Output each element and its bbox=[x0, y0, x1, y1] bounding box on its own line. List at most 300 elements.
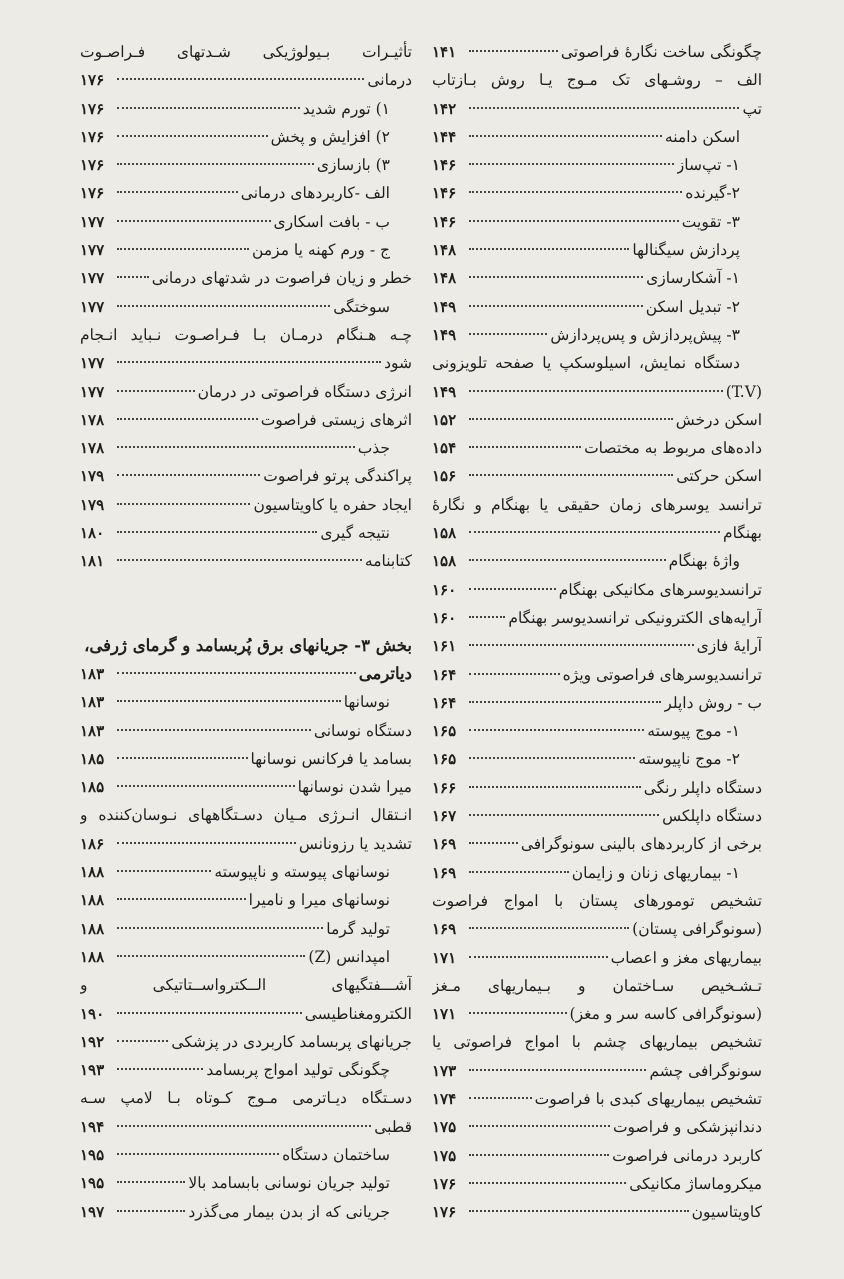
toc-entry bbox=[80, 858, 412, 886]
toc-page-number: ۱۵۴ bbox=[432, 439, 457, 458]
dot-leader bbox=[117, 955, 305, 957]
toc-page-number: ۱۴۸ bbox=[432, 241, 457, 260]
dot-leader bbox=[117, 390, 195, 392]
dot-leader bbox=[469, 446, 581, 448]
toc-entry-title: قطبی bbox=[374, 1117, 412, 1136]
dot-leader bbox=[117, 248, 249, 250]
toc-entry bbox=[432, 1142, 762, 1170]
toc-entry bbox=[80, 1141, 412, 1169]
toc-entry bbox=[432, 1057, 762, 1085]
toc-page-number: ۱۷۶ bbox=[80, 99, 105, 118]
toc-entry-title: نتیجه گیری bbox=[320, 524, 390, 543]
toc-page-number: ۱۴۹ bbox=[432, 325, 457, 344]
dot-leader bbox=[117, 305, 330, 307]
dot-leader bbox=[117, 1068, 203, 1070]
toc-entry-title: داده‌های مربوط به مختصات bbox=[584, 439, 762, 458]
toc-entry-title: تأثیـرات بـیولوژیکی شـدتهای فـراصـوت bbox=[80, 43, 412, 61]
toc-entry-title: دستگاه داپلر رنگی bbox=[643, 778, 762, 797]
toc-entry bbox=[432, 123, 762, 151]
toc-entry bbox=[432, 774, 762, 802]
dot-leader bbox=[469, 673, 560, 675]
dot-leader bbox=[117, 842, 296, 844]
toc-entry-title: بیماریهای مغز و اعصاب bbox=[610, 948, 762, 967]
toc-entry-title: دستگاه نمایش، اسیلوسکپ یا صفحه تلویزونی bbox=[432, 354, 740, 373]
toc-entry-title: دندانپزشکی و فراصوت bbox=[612, 1118, 762, 1137]
toc-entry-title: ۱- بیماریهای زنان و زایمان bbox=[571, 863, 740, 882]
dot-leader bbox=[469, 135, 662, 137]
toc-page-number: ۱۶۵ bbox=[432, 722, 457, 741]
toc-page-number: ۱۷۶ bbox=[432, 1174, 457, 1193]
toc-entry-title: کتابنامه bbox=[364, 552, 412, 571]
dot-leader bbox=[117, 220, 271, 222]
dot-leader bbox=[469, 248, 629, 250]
toc-entry-title: بخش ۳- جریانهای برق پُربسامد و گرمای ژرفی، bbox=[84, 635, 412, 655]
toc-page-number: ۱۶۹ bbox=[432, 835, 457, 854]
toc-entry bbox=[432, 179, 762, 207]
toc-page-number: ۱۸۸ bbox=[80, 863, 105, 882]
toc-entry-title: (سونوگرافی پستان) bbox=[632, 920, 762, 939]
toc-entry bbox=[80, 264, 412, 292]
toc-entry bbox=[80, 462, 412, 490]
dot-leader bbox=[469, 191, 682, 193]
toc-page-number: ۱۹۵ bbox=[80, 1174, 105, 1193]
dot-leader bbox=[469, 276, 643, 278]
toc-entry-title: ایجاد حفره یا کاویتاسیون bbox=[253, 495, 412, 514]
toc-page-number: ۱۶۴ bbox=[432, 693, 457, 712]
toc-page-number: ۱۷۸ bbox=[80, 439, 105, 458]
toc-entry-title: تشدید یا رزونانس bbox=[298, 834, 412, 853]
toc-entry bbox=[80, 745, 412, 773]
toc-entry bbox=[80, 1056, 412, 1084]
toc-page-number: ۱۶۹ bbox=[432, 920, 457, 939]
dot-leader bbox=[469, 927, 629, 929]
toc-page-number: ۱۹۲ bbox=[80, 1032, 105, 1051]
toc-entry bbox=[80, 434, 412, 462]
dot-leader bbox=[469, 418, 673, 420]
toc-entry-title: ج - ورم کهنه یا مزمن bbox=[252, 241, 390, 260]
toc-page-number: ۱۸۳ bbox=[80, 693, 105, 712]
toc-page-number: ۱۸۳ bbox=[80, 721, 105, 740]
toc-page-number: ۱۷۷ bbox=[80, 212, 105, 231]
toc-entry-title: میکروماساژ مکانیکی bbox=[629, 1174, 762, 1193]
toc-page-number: ۱۸۱ bbox=[80, 552, 105, 571]
toc-entry-title: جریانهای پربسامد کاربردی در پزشکی bbox=[171, 1032, 412, 1051]
toc-page-number: ۱۷۷ bbox=[80, 241, 105, 260]
toc-entry-title: سوختگی bbox=[333, 297, 390, 316]
toc-entry bbox=[432, 972, 762, 1000]
toc-entry bbox=[80, 971, 412, 999]
toc-page-number: ۱۶۴ bbox=[432, 665, 457, 684]
toc-entry-title: آرایهٔ فازی bbox=[696, 637, 762, 656]
dot-leader bbox=[469, 786, 641, 788]
dot-leader bbox=[469, 588, 556, 590]
toc-entry bbox=[432, 264, 762, 292]
toc-entry-title: ب - بافت اسکاری bbox=[273, 212, 390, 231]
dot-leader bbox=[469, 220, 679, 222]
toc-entry bbox=[432, 434, 762, 462]
toc-page-number: ۱۵۲ bbox=[432, 410, 457, 429]
toc-entry bbox=[80, 660, 412, 688]
toc-entry-title: درمانی bbox=[367, 71, 412, 90]
toc-page-number: ۱۷۸ bbox=[80, 410, 105, 429]
toc-page-number: ۱۸۸ bbox=[80, 891, 105, 910]
toc-entry bbox=[432, 462, 762, 490]
toc-entry bbox=[80, 491, 412, 519]
toc-page-number: ۱۹۳ bbox=[80, 1061, 105, 1080]
dot-leader bbox=[469, 1012, 567, 1014]
toc-entry-title: ۱- آشکارسازی bbox=[646, 269, 740, 288]
toc-entry-title: کاویتاسیون bbox=[691, 1203, 762, 1222]
toc-page-number: ۱۷۹ bbox=[80, 495, 105, 514]
toc-page-number: ۱۴۴ bbox=[432, 127, 457, 146]
dot-leader bbox=[117, 107, 300, 109]
toc-entry bbox=[80, 943, 412, 971]
toc-entry-title: دستگاه نوسانی bbox=[313, 721, 412, 740]
toc-page-number: ۱۶۰ bbox=[432, 608, 457, 627]
toc-entry bbox=[80, 1198, 412, 1226]
toc-page-number: ۱۷۶ bbox=[80, 156, 105, 175]
toc-page-number: ۱۴۲ bbox=[432, 99, 457, 118]
toc-page-number: ۱۴۶ bbox=[432, 212, 457, 231]
toc-entry bbox=[80, 179, 412, 207]
dot-leader bbox=[117, 531, 317, 533]
dot-leader bbox=[469, 1210, 689, 1212]
dot-leader bbox=[469, 644, 694, 646]
toc-entry-title: جریانی که از بدن بیمار می‌گذرد bbox=[188, 1202, 390, 1221]
toc-entry bbox=[80, 773, 412, 801]
toc-entry-title: ب - روش داپلر bbox=[664, 693, 762, 712]
toc-entry-title: برخی از کاربردهای بالینی سونوگرافی bbox=[520, 835, 762, 854]
toc-entry-title: ۱- تپ‌ساز bbox=[676, 156, 740, 175]
toc-page-number: ۱۵۸ bbox=[432, 524, 457, 543]
toc-entry-title: الف -کاربردهای درمانی bbox=[240, 184, 390, 203]
section-gap bbox=[80, 576, 412, 632]
toc-left-bottom bbox=[80, 632, 412, 1226]
toc-entry-title: نوسانهای میرا و نامیرا bbox=[248, 891, 390, 910]
toc-entry bbox=[432, 604, 762, 632]
toc-entry-title: (سونوگرافی کاسه سر و مغز) bbox=[569, 1005, 762, 1024]
toc-page-number: ۱۷۱ bbox=[432, 948, 457, 967]
toc-entry bbox=[432, 293, 762, 321]
toc-entry-title: امپدانس (Z) bbox=[308, 947, 390, 966]
toc-entry bbox=[432, 519, 762, 547]
toc-entry bbox=[432, 349, 762, 377]
toc-entry-title: تپ bbox=[742, 99, 762, 118]
toc-entry bbox=[80, 378, 412, 406]
toc-entry-title: انـتقال انـرژی مـیان دسـتگاههای نـوسان‌کننده و bbox=[80, 806, 412, 825]
toc-page-number: ۱۷۱ bbox=[432, 1005, 457, 1024]
toc-entry-title: بسامد یا فرکانس نوسانها bbox=[250, 749, 412, 768]
toc-entry-title: چـه هـنگام درمـان بـا فـراصـوت نـباید انـجام bbox=[80, 325, 412, 344]
toc-entry bbox=[80, 293, 412, 321]
toc-entry bbox=[80, 886, 412, 914]
toc-entry bbox=[432, 1000, 762, 1028]
toc-entry-title: تولید جریان نوسانی بابسامد بالا bbox=[188, 1174, 390, 1193]
dot-leader bbox=[117, 418, 258, 420]
toc-entry-title: خطر و زیان فراصوت در شدتهای درمانی bbox=[151, 269, 412, 288]
dot-leader bbox=[469, 701, 661, 703]
toc-entry bbox=[432, 632, 762, 660]
toc-page-number: ۱۷۷ bbox=[80, 269, 105, 288]
dot-leader bbox=[469, 333, 547, 335]
toc-entry bbox=[432, 1113, 762, 1141]
toc-page-number: ۱۶۷ bbox=[432, 807, 457, 826]
toc-entry-title: چگونگی تولید امواج پربسامد bbox=[206, 1061, 390, 1080]
toc-entry bbox=[432, 547, 762, 575]
toc-entry-title: الف – روشـهای تک مـوج یـا روش بـازتاب bbox=[432, 71, 762, 90]
toc-entry bbox=[432, 689, 762, 717]
toc-entry bbox=[80, 547, 412, 575]
toc-entry-title: ۳) بازسازی bbox=[316, 156, 390, 175]
toc-entry-title: واژهٔ بهنگام bbox=[668, 552, 740, 571]
dot-leader bbox=[117, 927, 323, 929]
toc-page-number: ۱۴۹ bbox=[432, 382, 457, 401]
dot-leader bbox=[469, 616, 505, 618]
toc-entry bbox=[432, 745, 762, 773]
toc-entry bbox=[432, 406, 762, 434]
toc-page-number: ۱۷۳ bbox=[432, 1061, 457, 1080]
dot-leader bbox=[117, 361, 381, 363]
toc-page-number: ۱۷۶ bbox=[80, 71, 105, 90]
toc-entry-title: تولید گرما bbox=[326, 919, 390, 938]
toc-entry-title: ۲-گیرنده bbox=[685, 184, 740, 203]
toc-page-number: ۱۷۶ bbox=[432, 1203, 457, 1222]
dot-leader bbox=[117, 191, 238, 193]
toc-entry-title: چگونگی ساخت نگارهٔ فراصوتی bbox=[560, 43, 762, 61]
dot-leader bbox=[469, 163, 674, 165]
toc-entry bbox=[432, 1085, 762, 1113]
toc-entry bbox=[80, 208, 412, 236]
toc-page-number: ۱۷۹ bbox=[80, 467, 105, 486]
toc-page-number: ۱۷۷ bbox=[80, 354, 105, 373]
toc-entry bbox=[80, 830, 412, 858]
toc-page-number: ۱۵۶ bbox=[432, 467, 457, 486]
dot-leader bbox=[117, 785, 295, 787]
toc-entry-title: ترانسد یوسرهای زمان حقیقی یا بهنگام و نگارهٔ bbox=[432, 495, 762, 514]
toc-page-number: ۱۷۵ bbox=[432, 1118, 457, 1137]
toc-right-column bbox=[432, 38, 762, 1226]
toc-entry-title: اثرهای زیستی فراصوت bbox=[260, 410, 412, 429]
toc-page-number: ۱۹۵ bbox=[80, 1145, 105, 1164]
toc-page-number: ۱۸۵ bbox=[80, 749, 105, 768]
toc-entry-title: اسکن حرکتی bbox=[676, 467, 762, 486]
toc-page-number: ۱۶۰ bbox=[432, 580, 457, 599]
toc-entry bbox=[432, 576, 762, 604]
toc-entry bbox=[80, 801, 412, 829]
toc-entry bbox=[432, 321, 762, 349]
toc-entry bbox=[432, 859, 762, 887]
toc-entry bbox=[80, 38, 412, 66]
toc-page-number: ۱۸۸ bbox=[80, 919, 105, 938]
toc-entry-title: ۳- پیش‌پردازش و پس‌پردازش bbox=[550, 325, 740, 344]
toc-entry-title: تشخیص بیماریهای کبدی با فراصوت bbox=[534, 1089, 762, 1108]
toc-entry bbox=[432, 378, 762, 406]
toc-entry bbox=[432, 66, 762, 94]
dot-leader bbox=[117, 78, 364, 80]
toc-entry bbox=[432, 661, 762, 689]
toc-page-number: ۱۷۴ bbox=[432, 1089, 457, 1108]
dot-leader bbox=[117, 446, 355, 448]
toc-entry-title: دستگاه داپلکس bbox=[662, 807, 762, 826]
dot-leader bbox=[469, 305, 643, 307]
toc-entry bbox=[80, 321, 412, 349]
toc-entry-title: (T.V) bbox=[725, 382, 762, 401]
toc-entry-title: ۳- تقویت bbox=[681, 212, 740, 231]
toc-page-number: ۱۶۵ bbox=[432, 750, 457, 769]
dot-leader bbox=[117, 870, 211, 872]
toc-entry bbox=[432, 802, 762, 830]
toc-page-number: ۱۶۹ bbox=[432, 863, 457, 882]
toc-entry-title: جذب bbox=[357, 439, 390, 458]
toc-entry bbox=[432, 38, 762, 66]
dot-leader bbox=[469, 1154, 609, 1156]
toc-entry-title: شود bbox=[384, 354, 412, 373]
toc-page-number: ۱۸۶ bbox=[80, 834, 105, 853]
toc-page-number: ۱۴۶ bbox=[432, 156, 457, 175]
toc-page-number: ۱۹۴ bbox=[80, 1117, 105, 1136]
toc-page-number: ۱۷۷ bbox=[80, 382, 105, 401]
toc-page-number: ۱۴۱ bbox=[432, 43, 457, 61]
dot-leader bbox=[117, 729, 311, 731]
toc-entry-title: اسکن درخش bbox=[675, 410, 762, 429]
toc-entry-title: کاربرد درمانی فراصوت bbox=[612, 1146, 762, 1165]
toc-page-number: ۱۷۶ bbox=[80, 127, 105, 146]
toc-page-number: ۱۷۶ bbox=[80, 184, 105, 203]
dot-leader bbox=[469, 956, 608, 958]
dot-leader bbox=[117, 276, 149, 278]
toc-entry bbox=[80, 915, 412, 943]
dot-leader bbox=[469, 729, 644, 731]
toc-page-number: ۱۵۸ bbox=[432, 552, 457, 571]
toc-entry-title: میرا شدن نوسانها bbox=[297, 778, 412, 797]
toc-entry-title: ۲) افزایش و پخش bbox=[270, 127, 390, 146]
toc-entry bbox=[432, 717, 762, 745]
toc-entry-title: تـشـخیص سـاختمان و بـیماریهای مـغز bbox=[432, 976, 762, 995]
toc-page-number: ۱۸۵ bbox=[80, 778, 105, 797]
toc-entry bbox=[80, 632, 412, 660]
dot-leader bbox=[469, 1097, 532, 1099]
toc-entry-title: ۱- موج پیوسته bbox=[647, 722, 740, 741]
toc-entry-title: نوسانهای پیوسته و ناپیوسته bbox=[214, 863, 390, 882]
toc-page-number: ۱۷۷ bbox=[80, 297, 105, 316]
dot-leader bbox=[469, 1182, 626, 1184]
toc-entry bbox=[80, 1113, 412, 1141]
toc-entry bbox=[432, 830, 762, 858]
dot-leader bbox=[117, 474, 260, 476]
toc-page-number: ۱۸۰ bbox=[80, 524, 105, 543]
toc-entry-title: آشـــفتگیهای الــکترواســتاتیکی و bbox=[80, 976, 412, 995]
toc-entry-title: ۲- موج ناپیوسته bbox=[638, 750, 740, 769]
toc-page-number: ۱۹۷ bbox=[80, 1202, 105, 1221]
toc-page-number: ۱۶۶ bbox=[432, 778, 457, 797]
toc-entry bbox=[80, 151, 412, 179]
toc-entry bbox=[80, 1000, 412, 1028]
toc-entry bbox=[432, 208, 762, 236]
toc-entry bbox=[432, 1028, 762, 1056]
toc-entry bbox=[80, 406, 412, 434]
toc-entry bbox=[80, 1084, 412, 1112]
toc-entry bbox=[432, 887, 762, 915]
toc-entry-title: سونوگرافی چشم bbox=[649, 1061, 762, 1080]
toc-page-number: ۱۹۰ bbox=[80, 1004, 105, 1023]
dot-leader bbox=[469, 871, 569, 873]
dot-leader bbox=[117, 1012, 302, 1014]
dot-leader bbox=[117, 1153, 279, 1155]
toc-entry bbox=[432, 236, 762, 264]
toc-entry bbox=[80, 717, 412, 745]
dot-leader bbox=[117, 1181, 185, 1183]
toc-entry bbox=[80, 66, 412, 94]
toc-entry-title: تشخیص بیماریهای چشم با امواج فراصوتی یا bbox=[432, 1033, 762, 1052]
dot-leader bbox=[117, 1125, 371, 1127]
dot-leader bbox=[117, 163, 314, 165]
toc-entry-title: ساختمان دستگاه bbox=[282, 1145, 390, 1164]
dot-leader bbox=[117, 559, 362, 561]
toc-entry-title: ۲- تبدیل اسکن bbox=[645, 297, 740, 316]
toc-entry-title: آرایه‌های الکترونیکی ترانسدیوسر بهنگام bbox=[508, 608, 762, 627]
toc-entry bbox=[80, 349, 412, 377]
toc-entry-title: ترانسدیوسرهای فراصوتی ویژه bbox=[562, 665, 762, 684]
dot-leader bbox=[117, 672, 356, 674]
dot-leader bbox=[469, 757, 635, 759]
dot-leader bbox=[469, 390, 723, 392]
toc-entry-title: نوسانها bbox=[343, 693, 390, 712]
dot-leader bbox=[469, 842, 518, 844]
toc-entry-title: انرژی دستگاه فراصوتی در درمان bbox=[197, 382, 412, 401]
dot-leader bbox=[117, 503, 250, 505]
toc-entry-title: اسکن دامنه bbox=[664, 127, 740, 146]
toc-entry bbox=[80, 95, 412, 123]
toc-page-number: ۱۴۶ bbox=[432, 184, 457, 203]
dot-leader bbox=[469, 1069, 646, 1071]
dot-leader bbox=[117, 757, 248, 759]
toc-entry-title: ترانسدیوسرهای مکانیکی بهنگام bbox=[558, 580, 762, 599]
toc-entry-title: پراکندگی پرتو فراصوت bbox=[263, 467, 412, 486]
toc-page-number: ۱۴۹ bbox=[432, 297, 457, 316]
toc-page-number: ۱۷۵ bbox=[432, 1146, 457, 1165]
toc-left-top bbox=[80, 38, 412, 576]
toc-entry-title: تشخیص تومورهای پستان با امواج فراصوت bbox=[432, 891, 762, 910]
toc-entry-title: الکترومغناطیسی bbox=[304, 1004, 412, 1023]
toc-page-number: ۱۴۸ bbox=[432, 269, 457, 288]
dot-leader bbox=[117, 700, 341, 702]
toc-entry-title: پردازش سیگنالها bbox=[632, 241, 740, 260]
toc-page-number: ۱۶۱ bbox=[432, 637, 457, 656]
toc-entry-title: ۱) تورم شدید bbox=[302, 99, 390, 118]
dot-leader bbox=[117, 1040, 168, 1042]
toc-entry-title: بهنگام bbox=[722, 524, 762, 543]
toc-entry bbox=[80, 688, 412, 716]
toc-entry bbox=[80, 519, 412, 547]
toc-entry bbox=[432, 491, 762, 519]
dot-leader bbox=[469, 50, 558, 52]
toc-entry bbox=[432, 151, 762, 179]
toc-entry bbox=[432, 95, 762, 123]
dot-leader bbox=[469, 814, 659, 816]
toc-entry bbox=[80, 1169, 412, 1197]
toc-entry-title: دسـتگاه دیـاترمی مـوج کـوتاه بـا لامپ سـه bbox=[80, 1089, 412, 1108]
toc-entry bbox=[80, 123, 412, 151]
dot-leader bbox=[469, 107, 739, 109]
dot-leader bbox=[469, 474, 673, 476]
dot-leader bbox=[117, 135, 268, 137]
toc-entry bbox=[432, 1170, 762, 1198]
toc-page-number: ۱۸۸ bbox=[80, 947, 105, 966]
toc-left-column bbox=[80, 38, 412, 1226]
toc-entry bbox=[80, 236, 412, 264]
dot-leader bbox=[117, 1210, 185, 1212]
toc-entry bbox=[80, 1028, 412, 1056]
